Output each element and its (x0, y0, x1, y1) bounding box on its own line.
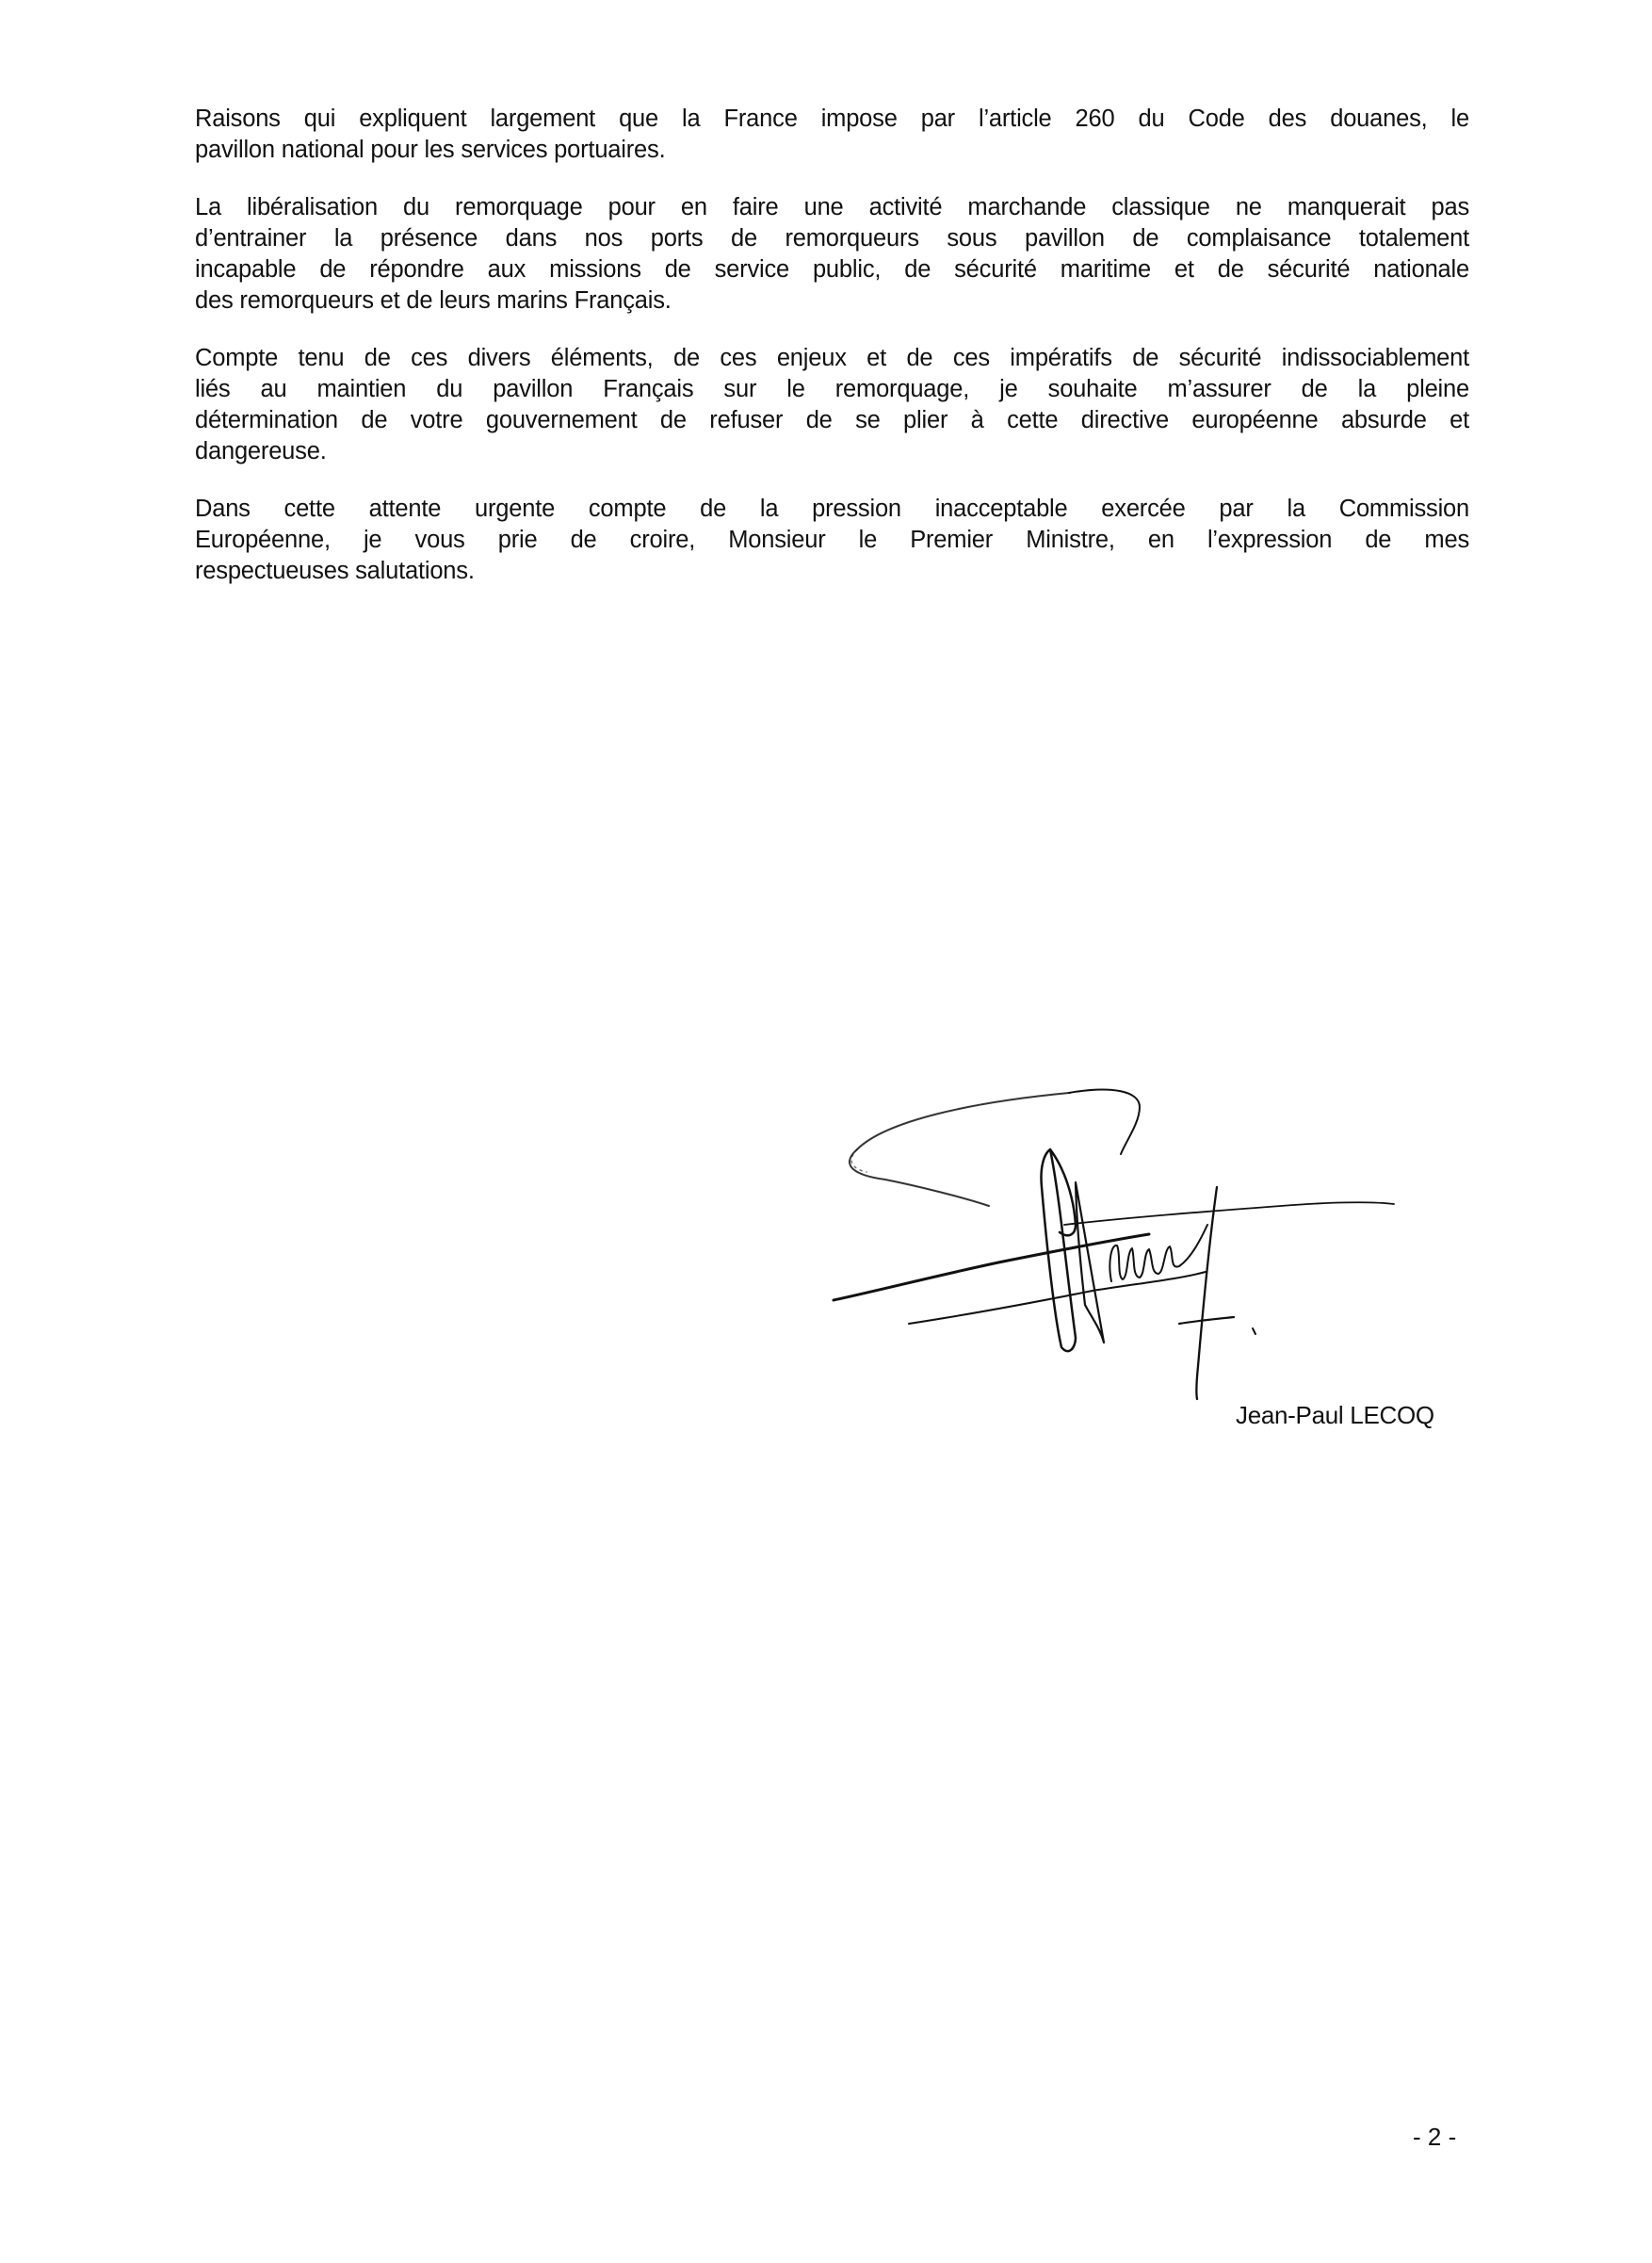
text-line: des remorqueurs et de leurs marins Français. (195, 287, 672, 314)
text-line: incapable de répondre aux missions de service public, de sécurité maritime et de sécurité nationale (195, 256, 1469, 283)
text-line: détermination de votre gouvernement de refuser de se plier à cette directive européenne absurde et (195, 407, 1469, 433)
page-number: - 2 - (1413, 2123, 1457, 2151)
text-line: d’entrainer la présence dans nos ports de remorqueurs sous pavillon de complaisance totalement (195, 225, 1469, 252)
text-line: La libéralisation du remorquage pour en faire une activité marchande classique ne manquerait pas (195, 194, 1469, 220)
signer-name: Jean-Paul LECOQ (1236, 1401, 1434, 1429)
text-line: liés au maintien du pavillon Français sur le remorquage, je souhaite m’assurer de la pleine (195, 376, 1469, 402)
handwritten-signature (829, 1065, 1413, 1404)
text-line: Dans cette attente urgente compte de la pression inacceptable exercée par la Commission (195, 496, 1469, 522)
paragraph-liberalisation (195, 192, 1469, 317)
letter-body (195, 104, 1469, 613)
text-line: pavillon national pour les services portuaires. (195, 137, 666, 163)
text-line: Européenne, je vous prie de croire, Monsieur le Premier Ministre, en l’expression de mes (195, 527, 1469, 553)
text-line: dangereuse. (195, 438, 327, 464)
paragraph-request (195, 343, 1469, 467)
text-line: Compte tenu de ces divers éléments, de ces enjeux et de ces impératifs de sécurité indissociablement (195, 345, 1469, 371)
text-line: Raisons qui expliquent largement que la France impose par l’article 260 du Code des douanes, le (195, 106, 1469, 132)
text-line: respectueuses salutations. (195, 558, 475, 584)
paragraph-closing (195, 494, 1469, 587)
paragraph-flag-justification (195, 104, 1469, 166)
